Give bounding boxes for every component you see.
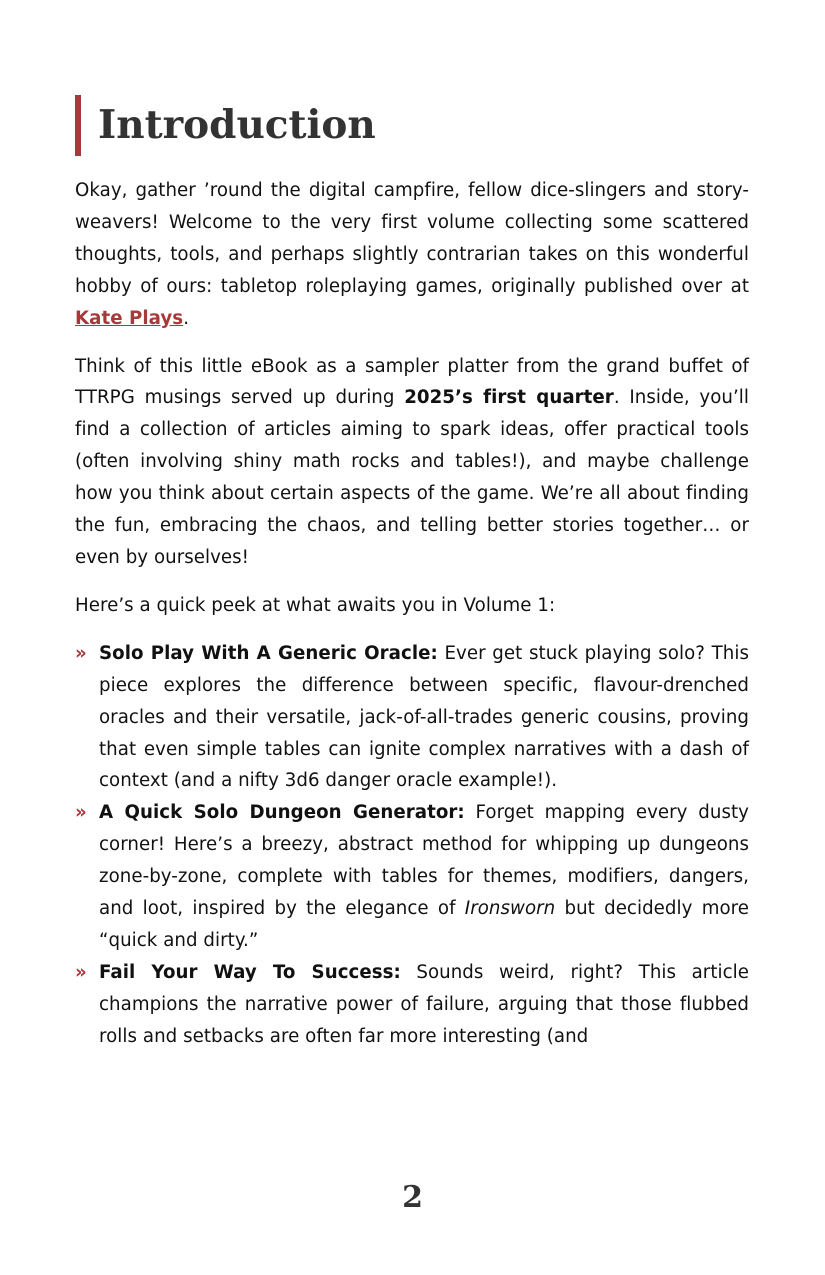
article-list [75,638,749,1053]
sampler-paragraph-after: . Inside, you’ll find a collection of articles aiming to spark ideas, offer practical tools (often involving shiny math rocks and tables!), and maybe challenge how you think about certain aspects of the game. We’re all about finding the fun, embracing the chaos, and telling better stories together… or even by ourselves! [75,387,749,568]
sampler-paragraph-before: Think of this little eBook as a sampler platter from the grand buffet of TTRPG musings served up during [75,355,749,409]
list-item [75,638,749,798]
sampler-paragraph-bold: 2025’s first quarter [404,387,614,409]
kate-plays-link[interactable]: Kate Plays [75,307,184,329]
list-item [75,957,749,1053]
list-item-text: Forget mapping every dusty corner! Here’s a breezy, abstract method for whipping up dungeons zone-by-zone, complete with tables for themes, modifiers, dangers, and loot, inspired by the elegance of [99,802,749,920]
bullet-icon: » [75,642,87,664]
list-item-title: Solo Play With A Generic Oracle: [99,642,438,664]
heading-accent-bar [75,95,81,156]
list-item-title: Fail Your Way To Success: [99,961,401,983]
list-item-text: Ever get stuck playing solo? This piece explores the difference between specific, flavour-drenched oracles and their versatile, jack-of-all-trades generic cousins, proving that even simple tables can ignite complex narratives with a dash of context (and a nifty 3d6 danger oracle example!). [99,642,749,792]
list-item-title: A Quick Solo Dungeon Generator: [99,802,465,824]
peek-paragraph: Here’s a quick peek at what awaits you in Volume 1: [75,594,556,616]
page-number: 2 [402,1180,423,1215]
intro-paragraph [75,175,749,335]
page-title: Introduction [98,102,376,148]
list-item [75,797,749,957]
bullet-icon: » [75,961,87,983]
list-item-text: Sounds weird, right? This article champions the narrative power of failure, arguing that those flubbed rolls and setbacks are often far more interesting (and [99,961,750,1047]
list-item-end: but decidedly more “quick and dirty.” [99,898,750,951]
section-heading [75,95,749,156]
sampler-paragraph [75,351,749,574]
intro-paragraph-end: . [183,307,190,329]
list-item-italic: Ironsworn [464,898,556,920]
page-content [75,95,749,1053]
bullet-icon: » [75,802,87,824]
intro-paragraph-text: Okay, gather ’round the digital campfire, fellow dice-slingers and story-weavers! Welcome to the very first volume collecting some scattered thoughts, tools, and perhaps slightly contrarian takes on this wonderful hobby of ours: tabletop roleplaying games, originally published over at [75,180,749,297]
